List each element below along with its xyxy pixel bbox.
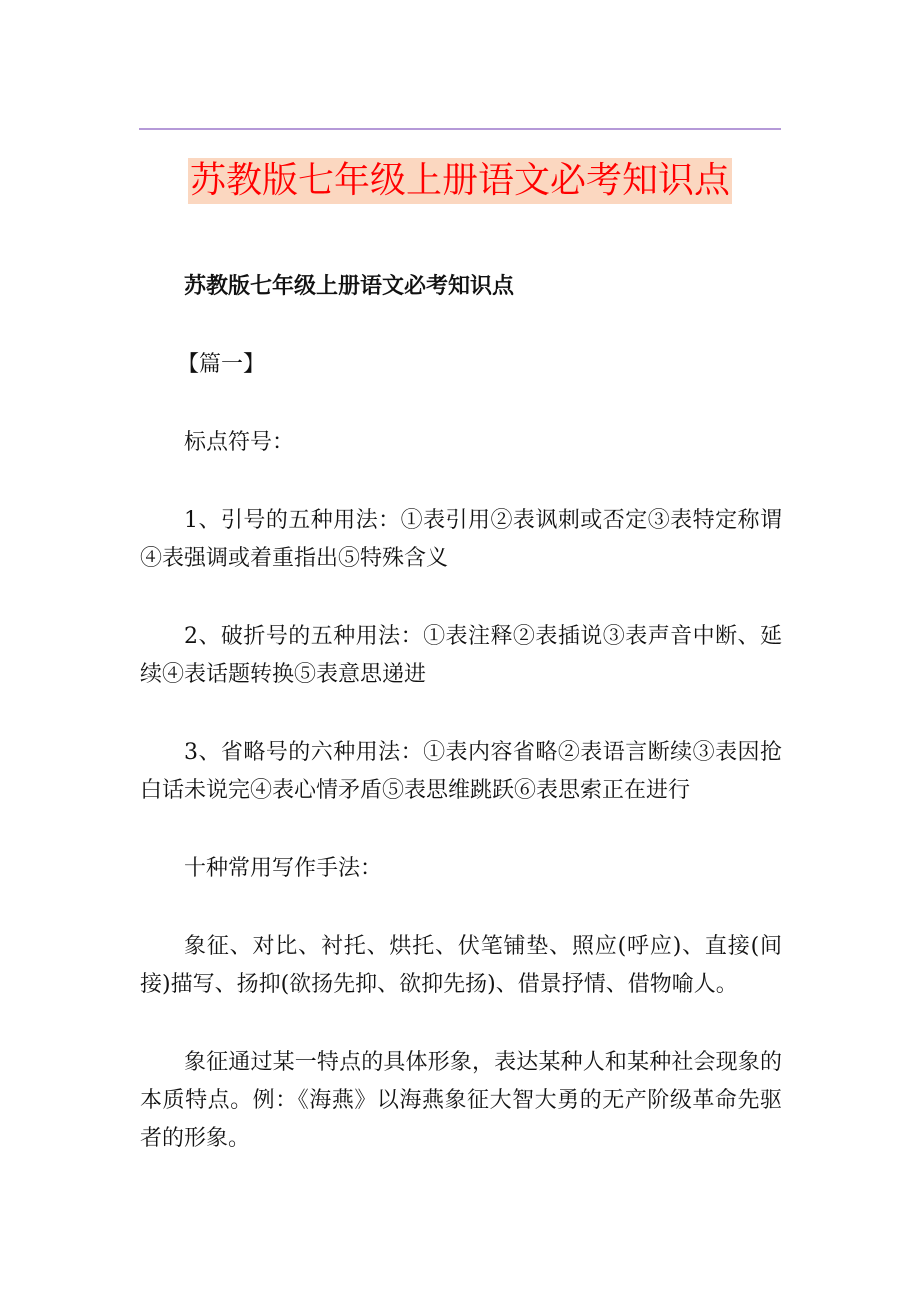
paragraph-symbolism: 象征通过某一特点的具体形象，表达某种人和某种社会现象的本质特点。例：《海燕》以海燕象征大智大勇的无产阶级革命先驱者的形象。 xyxy=(140,1050,782,1151)
document-body xyxy=(140,268,782,1198)
paragraph-ellipsis-usage: 3、省略号的六种用法：①表内容省略②表语言断续③表因抢白话未说完④表心情矛盾⑤表思维跳跃⑥表思索正在进行 xyxy=(140,740,782,803)
section-label: 【篇一】 xyxy=(177,352,266,377)
header-divider xyxy=(139,128,781,130)
document-title: 苏教版七年级上册语文必考知识点 xyxy=(188,158,732,204)
heading-writing-techniques: 十种常用写作手法： xyxy=(184,856,383,881)
paragraph-dash-usage: 2、破折号的五种用法：①表注释②表插说③表声音中断、延续④表话题转换⑤表意思递进 xyxy=(140,624,782,687)
paragraph-quotes-usage: 1、引号的五种用法：①表引用②表讽刺或否定③表特定称谓④表强调或着重指出⑤特殊含义 xyxy=(140,508,782,571)
paragraph-writing-techniques: 象征、对比、衬托、烘托、伏笔铺垫、照应(呼应)、直接(间接)描写、扬抑(欲扬先抑、欲抑先扬)、借景抒情、借物喻人。 xyxy=(140,934,782,997)
title-container xyxy=(0,158,920,204)
subtitle: 苏教版七年级上册语文必考知识点 xyxy=(184,274,515,299)
heading-punctuation: 标点符号： xyxy=(184,430,295,455)
